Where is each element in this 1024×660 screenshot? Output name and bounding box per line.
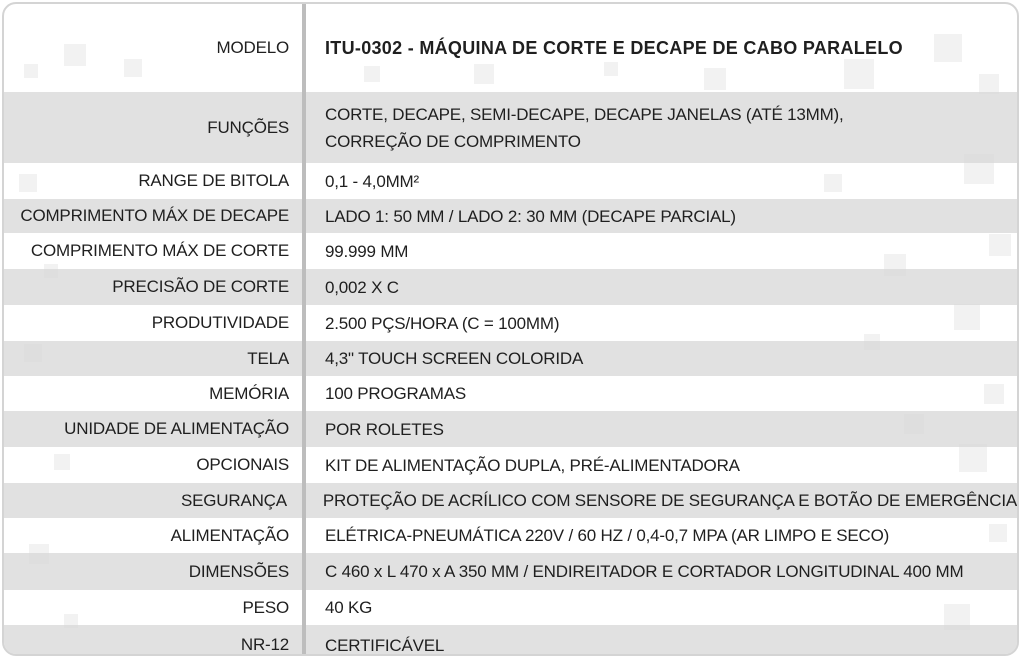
spec-row-comprimento-max-corte (4, 233, 1017, 269)
spec-value: 100 PROGRAMAS (325, 384, 467, 403)
spec-label: TELA (247, 348, 289, 368)
spec-value: ITU-0302 - MÁQUINA DE CORTE E DECAPE DE CABO PARALELO (325, 37, 903, 58)
spec-label: OPCIONAIS (196, 455, 289, 474)
spec-value-line-2: CORREÇÃO DE COMPRIMENTO (325, 131, 581, 151)
spec-row-opcionais (4, 447, 1017, 483)
spec-row-comprimento-max-decape (4, 199, 1017, 233)
spec-label: MEMÓRIA (209, 383, 289, 403)
spec-value: KIT DE ALIMENTAÇÃO DUPLA, PRÉ-ALIMENTADORA (325, 455, 740, 475)
spec-row-unidade-de-alimentacao (4, 411, 1017, 447)
spec-label: COMPRIMENTO MÁX DE DECAPE (20, 206, 289, 225)
spec-label: RANGE DE BITOLA (138, 171, 289, 190)
spec-label: FUNÇÕES (207, 117, 289, 137)
spec-label: PRECISÃO DE CORTE (112, 277, 289, 296)
spec-value: 0,1 - 4,0MM² (325, 171, 419, 191)
spec-value: LADO 1: 50 MM / LADO 2: 30 MM (DECAPE PARCIAL) (325, 206, 736, 226)
spec-row-funcoes (4, 92, 1017, 163)
spec-row-dimensoes (4, 553, 1017, 590)
spec-label: PRODUTIVIDADE (151, 313, 289, 332)
spec-row-tela (4, 341, 1017, 376)
spec-value: CERTIFICÁVEL (325, 635, 445, 655)
spec-row-alimentacao (4, 518, 1017, 553)
spec-table-frame (2, 2, 1019, 656)
spec-row-range-de-bitola (4, 163, 1017, 199)
spec-value (325, 101, 844, 155)
spec-label: UNIDADE DE ALIMENTAÇÃO (64, 419, 289, 438)
spec-label: NR-12 (240, 635, 289, 654)
spec-row-seguranca (4, 483, 1017, 518)
spec-row-modelo (4, 4, 1017, 92)
spec-row-peso (4, 590, 1017, 625)
spec-value: 40 KG (325, 598, 373, 617)
spec-value: C 460 x L 470 x A 350 MM / ENDIREITADOR E CORTADOR LONGITUDINAL 400 MM (325, 562, 964, 581)
spec-label: MODELO (216, 38, 289, 57)
spec-row-nr-12 (4, 625, 1017, 656)
spec-row-memoria (4, 376, 1017, 411)
spec-value: ELÉTRICA-PNEUMÁTICA 220V / 60 HZ / 0,4-0,7 MPA (AR LIMPO E SECO) (325, 526, 890, 545)
spec-label: COMPRIMENTO MÁX DE CORTE (30, 241, 289, 260)
spec-value: 0,002 X C (325, 277, 399, 297)
column-divider (302, 4, 306, 654)
spec-value: PROTEÇÃO DE ACRÍLICO COM SENSORE DE SEGURANÇA E BOTÃO DE EMERGÊNCIA (322, 491, 1017, 510)
spec-value-line-1: CORTE, DECAPE, SEMI-DECAPE, DECAPE JANELAS (ATÉ 13MM), (325, 104, 844, 124)
spec-value: 99.999 MM (325, 241, 409, 261)
spec-row-precisao-de-corte (4, 269, 1017, 305)
spec-table (4, 4, 1017, 654)
spec-label: DIMENSÕES (188, 561, 289, 581)
spec-label: PESO (242, 597, 289, 617)
spec-value: POR ROLETES (325, 419, 444, 439)
spec-value: 4,3" TOUCH SCREEN COLORIDA (325, 349, 584, 368)
spec-label: SEGURANÇA (180, 490, 287, 510)
spec-row-produtividade (4, 305, 1017, 341)
spec-label: ALIMENTAÇÃO (170, 525, 289, 545)
spec-value: 2.500 PÇS/HORA (C = 100MM) (325, 313, 560, 333)
